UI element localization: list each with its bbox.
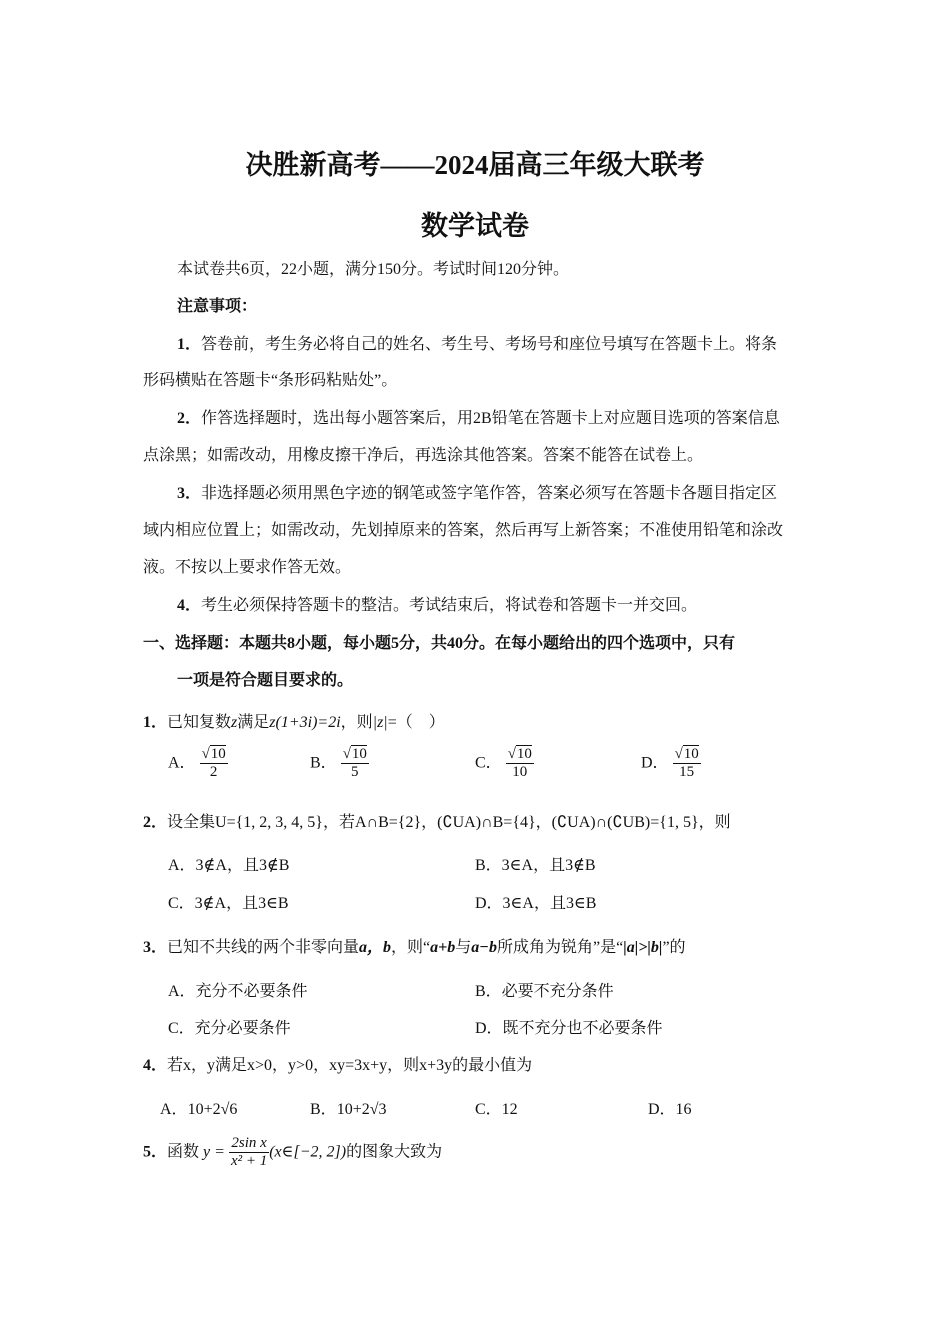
notice-4-number: 4． [177,597,202,614]
notice-2-line-1: 作答选择题时，选出每小题答案后，用2B铅笔在答题卡上对应题目选项的答案信息 [201,410,780,427]
question-3-stem [143,934,686,957]
q1-option-c [475,746,534,782]
question-2-number: 2． [143,814,168,831]
q3-option-b: B．必要不充分条件 [475,983,614,1000]
question-3-number: 3． [143,939,168,956]
q3-text-d: 所成角为锐角”是“ [497,939,624,956]
q3-sum: a+b [430,939,456,956]
q4-option-a-label: A． [160,1101,188,1118]
notice-2 [177,405,780,428]
notice-1 [177,331,777,354]
q3-difference: a−b [471,939,497,956]
q1-option-d-fraction: $\frac{√10}{15}$ [674,746,699,781]
notice-heading: 注意事项： [177,298,258,315]
q1-b-numerator: 10 [351,746,367,762]
q4-option-a [160,1096,237,1119]
q1-a-numerator: 10 [210,746,226,762]
section-1-heading: 一、选择题：本题共8小题，每小题5分，共40分。在每小题给出的四个选项中，只有 [143,635,736,652]
q4-option-a-value: 10+2√6 [187,1101,238,1118]
q3-vectors: a，b [359,939,392,956]
q1-var-z: z [231,714,238,731]
q1-option-a [168,746,228,782]
q3-text-b: ，则“ [391,939,431,956]
q1-option-c-label: C． [475,754,502,772]
notice-3-line-2: 域内相应位置上；如需改动，先划掉原来的答案，然后再写上新答案；不准使用铅笔和涂改 [143,522,784,539]
q2-option-b: B．3∈A，且3∉B [475,857,596,874]
question-1-number: 1． [143,714,168,731]
q2-option-c: C．3∉A，且3∈B [168,895,289,912]
notice-3 [177,480,777,503]
q5-text-a: 函数 [167,1143,200,1161]
question-5-number: 5． [143,1143,168,1161]
notice-1-number: 1． [177,336,202,353]
q4-option-b-value: 10+2√3 [336,1101,387,1118]
notice-3-line-1: 非选择题必须用黑色字迹的钢笔或签字笔作答，答案必须写在答题卡各题目指定区 [201,485,778,502]
question-1-stem [143,709,445,732]
q1-d-denominator: 15 [679,764,695,781]
q4-stem-text: 若x，y满足x>0，y>0，xy=3x+y，则x+3y的最小值为 [167,1057,533,1074]
q1-abs-z: |z| [372,714,388,731]
intro-text: 本试卷共6页，22小题，满分150分。考试时间120分钟。 [177,261,570,278]
q1-b-denominator: 5 [351,764,359,781]
notice-4 [177,592,697,615]
q1-option-b-label: B． [310,754,337,772]
q1-option-d [641,746,701,782]
question-4-number: 4． [143,1057,168,1074]
q5-text-b: 的图象大致为 [346,1143,443,1161]
notice-4-line-1: 考生必须保持答题卡的整洁。考试结束后，将试卷和答题卡一并交回。 [201,597,698,614]
notice-1-line-2: 形码横贴在答题卡“条形码粘贴处”。 [143,372,398,389]
q1-equation: z(1+3i)=2i [269,714,341,731]
q1-text-d: =（ ） [387,714,445,731]
q3-text-a: 已知不共线的两个非零向量 [167,939,360,956]
q2-option-d: D．3∈A，且3∈B [475,895,597,912]
q3-option-d: D．既不充分也不必要条件 [475,1020,663,1037]
q5-numerator: 2sin x [229,1135,269,1153]
q1-option-b [310,746,369,782]
q5-fraction [229,1135,269,1171]
q4-option-b-label: B． [310,1101,337,1118]
notice-2-line-2: 点涂黑；如需改动，用橡皮擦干净后，再选涂其他答案。答案不能答在试卷上。 [143,447,704,464]
q5-domain: (x∈[−2, 2]) [269,1143,347,1161]
question-5-stem [143,1135,442,1171]
q1-text-b: 满足 [237,714,270,731]
q3-option-c: C．充分必要条件 [168,1020,291,1037]
q1-option-a-fraction: $\frac{√10}{2}$ [201,746,226,781]
q3-option-a: A．充分不必要条件 [168,983,308,1000]
q1-option-d-label: D． [641,754,669,772]
page-subtitle: 数学试卷 [421,211,529,241]
q3-text-c: 与 [455,939,472,956]
q3-magnitude-condition: |a|>|b| [623,939,663,956]
q1-c-denominator: 10 [512,764,528,781]
notice-2-number: 2． [177,410,202,427]
q4-option-d: D．16 [648,1101,692,1118]
q2-stem-text: 设全集U={1, 2, 3, 4, 5}，若A∩B={2}，(∁UA)∩B={4}，(∁UA)∩(∁UB)={1, 5}，则 [167,814,731,831]
page-title: 决胜新高考——2024届高三年级大联考 [245,150,705,180]
question-2-stem [143,809,731,832]
q4-option-c: C．12 [475,1101,518,1118]
q5-function-lhs: y = [203,1143,225,1161]
q1-option-c-fraction: $\frac{√10}{10}$ [507,746,532,781]
q1-text-a: 已知复数 [167,714,232,731]
q1-a-denominator: 2 [209,764,218,781]
q1-option-a-label: A． [168,754,196,772]
q1-c-numerator: 10 [516,746,532,762]
notice-1-line-1: 答卷前，考生务必将自己的姓名、考生号、考场号和座位号填写在答题卡上。将条 [201,336,778,353]
q3-text-e: ”的 [662,939,686,956]
q1-option-b-fraction: $\frac{√10}{5}$ [342,746,367,781]
q2-option-a: A．3∉A，且3∉B [168,857,290,874]
section-1-heading-line-2: 一项是符合题目要求的。 [177,672,354,689]
q4-option-b [310,1096,387,1119]
q1-text-c: ，则 [340,714,373,731]
q1-d-numerator: 10 [683,746,699,762]
q5-denominator: x² + 1 [230,1153,268,1170]
notice-3-line-3: 液。不按以上要求作答无效。 [143,559,352,576]
question-4-stem [143,1052,532,1075]
notice-3-number: 3． [177,485,202,502]
